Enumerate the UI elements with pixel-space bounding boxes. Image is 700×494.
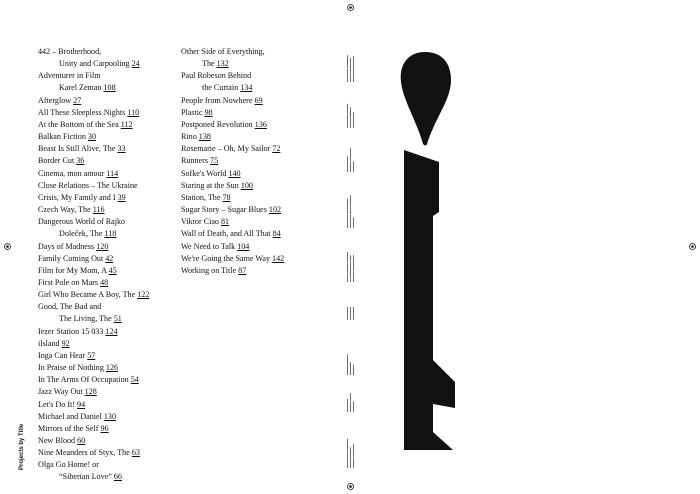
entry-title-line bbox=[38, 423, 178, 435]
entry-title: the Curtain bbox=[202, 83, 239, 93]
entry-title: Afterglow bbox=[38, 95, 72, 105]
index-entry bbox=[38, 459, 178, 483]
index-entry bbox=[181, 228, 316, 240]
entry-title: Film for My Mom, A bbox=[38, 265, 107, 275]
page-number: 94 bbox=[77, 399, 86, 409]
entry-title-line bbox=[38, 435, 178, 447]
entry-title-line bbox=[38, 253, 178, 265]
index-entry bbox=[181, 131, 316, 143]
entry-title-line bbox=[38, 131, 178, 143]
page-number: 60 bbox=[77, 436, 86, 445]
index-entry bbox=[38, 326, 178, 338]
page-number: 33 bbox=[117, 144, 126, 154]
section-label: Projects by Title bbox=[19, 423, 25, 470]
entry-title: In The Arms Of Occupation bbox=[38, 375, 129, 385]
entry-title-line bbox=[181, 70, 316, 82]
entry-title-line bbox=[38, 338, 178, 350]
page-number: 120 bbox=[96, 241, 109, 251]
entry-title-line bbox=[181, 119, 316, 131]
index-entry bbox=[38, 241, 178, 253]
entry-title: Cinema, mon amour bbox=[38, 168, 105, 178]
entry-title-line bbox=[38, 180, 178, 192]
entry-title-line bbox=[38, 326, 178, 338]
entry-title-line bbox=[38, 192, 178, 204]
entry-title-line bbox=[181, 228, 316, 240]
index-entry bbox=[38, 216, 178, 240]
entry-title: Sofke's World bbox=[181, 168, 227, 178]
print-meta-strip: ▬▬▬▬▬▬▬▬ ▬▬▬▬▬ ▬▬▬▬ bbox=[346, 354, 356, 375]
entry-title-line bbox=[181, 241, 316, 253]
index-column-right bbox=[181, 46, 316, 277]
entry-title: Let's Do It! bbox=[38, 399, 75, 409]
registration-mark-right bbox=[688, 242, 697, 251]
index-entry bbox=[38, 423, 178, 435]
entry-title: Wall of Death, and All That bbox=[181, 229, 271, 239]
entry-title: Postponed Revolution bbox=[181, 119, 253, 129]
page-number: 138 bbox=[198, 132, 211, 142]
page-number: 78 bbox=[222, 192, 231, 202]
entry-title-line bbox=[38, 216, 178, 228]
registration-mark-bottom bbox=[346, 482, 355, 491]
entry-title: Family Coming Out bbox=[38, 253, 104, 263]
page-number: 54 bbox=[130, 375, 139, 385]
index-entry bbox=[181, 241, 316, 253]
print-meta-strip: ▬▬▬▬▬ ▬▬▬▬▬ ▬▬▬▬▬ bbox=[346, 307, 356, 320]
index-entry bbox=[181, 95, 316, 107]
entry-title: Rosemarie – Oh, My Sailor bbox=[181, 144, 271, 154]
page-number: 84 bbox=[272, 229, 281, 239]
entry-title-line bbox=[38, 350, 178, 362]
entry-title: Inga Can Hear bbox=[38, 350, 86, 360]
entry-title: We're Going the Same Way bbox=[181, 253, 271, 263]
page-number: 142 bbox=[272, 253, 285, 263]
entry-title-line bbox=[38, 301, 178, 313]
page-number: 87 bbox=[238, 265, 247, 275]
entry-title-line bbox=[38, 70, 178, 82]
entry-title-line bbox=[38, 289, 178, 301]
entry-title: Paul Robeson Behind bbox=[181, 71, 252, 81]
page-number: 66 bbox=[113, 472, 122, 482]
index-entry bbox=[181, 253, 316, 265]
entry-title: ilsland bbox=[38, 338, 60, 348]
page-number: 110 bbox=[127, 107, 140, 117]
entry-title-line bbox=[38, 241, 178, 253]
index-entry bbox=[181, 46, 316, 70]
index-entry bbox=[38, 131, 178, 143]
entry-title: Karel Zeman bbox=[59, 83, 102, 93]
entry-title-line bbox=[38, 313, 178, 325]
entry-title-line bbox=[38, 95, 178, 107]
entry-title-line bbox=[181, 192, 316, 204]
entry-title: Mirrors of the Self bbox=[38, 423, 99, 433]
entry-title: Plastic bbox=[181, 107, 203, 117]
entry-title: Iezer Station 15 033 bbox=[38, 326, 104, 336]
entry-title: Girl Who Became A Boy, The bbox=[38, 290, 136, 300]
index-entry bbox=[38, 155, 178, 167]
index-entry bbox=[38, 168, 178, 180]
index-entry bbox=[181, 192, 316, 204]
index-entry bbox=[38, 265, 178, 277]
entry-title-line bbox=[38, 374, 178, 386]
page-number: 132 bbox=[216, 59, 229, 69]
entry-title-line bbox=[38, 399, 178, 411]
entry-title: All These Sleepless Nights bbox=[38, 107, 126, 117]
entry-title: Czech Way, The bbox=[38, 205, 91, 215]
entry-title: Nine Meanders of Styx, The bbox=[38, 448, 130, 458]
entry-title: Doleček, The bbox=[59, 229, 103, 239]
entry-title: Viktor Ciao bbox=[181, 217, 219, 227]
entry-title-line bbox=[181, 168, 316, 180]
entry-title: Dangerous World of Rajko bbox=[38, 217, 126, 227]
entry-title: Beast Is Still Alive, The bbox=[38, 144, 116, 154]
entry-title-line bbox=[181, 265, 316, 277]
entry-title: We Need to Talk bbox=[181, 241, 236, 251]
entry-title-line bbox=[181, 155, 316, 167]
print-meta-strip: ▬▬▬▬▬ ▬▬▬▬ ▬▬▬▬▬▬▬▬ ▬▬▬▬▬▬ bbox=[346, 103, 356, 128]
index-entry bbox=[38, 289, 178, 301]
index-entry bbox=[38, 301, 178, 325]
entry-title-line bbox=[38, 46, 178, 58]
entry-title: New Blood bbox=[38, 436, 76, 445]
entry-title: Rino bbox=[181, 132, 197, 142]
entry-title: At the Bottom of the Sea bbox=[38, 119, 119, 129]
index-entry bbox=[38, 180, 178, 192]
page-number: 39 bbox=[117, 192, 126, 202]
entry-title: Runners bbox=[181, 156, 208, 166]
entry-title: Days of Madness bbox=[38, 241, 95, 251]
index-column-left bbox=[38, 46, 178, 484]
entry-title: The Living, The bbox=[59, 314, 112, 324]
page-number: 116 bbox=[92, 205, 105, 215]
page-number: 75 bbox=[210, 156, 219, 166]
entry-title-line bbox=[38, 204, 178, 216]
page-number: 96 bbox=[100, 423, 109, 433]
page-number: 57 bbox=[87, 350, 96, 360]
page-number: 30 bbox=[87, 132, 97, 142]
entry-title-line bbox=[38, 155, 178, 167]
entry-title-line bbox=[181, 143, 316, 155]
index-entry bbox=[38, 399, 178, 411]
entry-title: “Siberian Love” bbox=[59, 472, 112, 482]
index-entry bbox=[38, 46, 178, 70]
entry-title-line bbox=[38, 471, 178, 483]
page-number: 63 bbox=[131, 448, 140, 458]
print-meta-strip: ▬▬▬▬▬ ▬▬▬▬▬▬ ▬▬▬▬▬ ▬▬▬ ▬▬▬▬ ▬▬▬▬ bbox=[346, 195, 356, 228]
index-entry bbox=[38, 374, 178, 386]
print-meta-strip: ▬▬▬ ▬▬▬▬ ▬▬▬▬ ▬▬▬▬▬▬▬▬ ▬▬ ▬▬▬▬ ▬▬▬▬▬▬ bbox=[346, 252, 356, 282]
page-number: 102 bbox=[268, 205, 282, 215]
entry-title-line bbox=[38, 386, 178, 398]
entry-title: People from Nowhere bbox=[181, 95, 253, 105]
entry-title-line bbox=[181, 95, 316, 107]
registration-mark-left bbox=[3, 242, 12, 251]
print-meta-strip: ▬▬▬▬▬ ▬▬▬▬ ▬▬▬ ▬▬▬▬ bbox=[346, 393, 356, 412]
page-number: 140 bbox=[228, 168, 241, 178]
entry-title: Working on Title bbox=[181, 265, 237, 275]
page-number: 130 bbox=[103, 411, 116, 421]
index-entry bbox=[38, 447, 178, 459]
page-number: 42 bbox=[105, 253, 114, 263]
index-entry bbox=[38, 386, 178, 398]
entry-title: Staring at the Sun bbox=[181, 180, 239, 190]
registration-mark-top bbox=[346, 3, 355, 12]
page-number: 51 bbox=[113, 314, 122, 324]
entry-title: Good, The Bad and bbox=[38, 302, 102, 312]
index-entry bbox=[181, 70, 316, 94]
entry-title: Michael and Daniel bbox=[38, 411, 102, 421]
entry-title: Balkan Fiction bbox=[38, 132, 86, 142]
index-entry bbox=[38, 338, 178, 350]
entry-title-line bbox=[181, 82, 316, 94]
page-number: 81 bbox=[221, 217, 230, 227]
index-entry bbox=[38, 70, 178, 94]
entry-title-line bbox=[38, 82, 178, 94]
entry-title-line bbox=[38, 459, 178, 471]
page-number: 124 bbox=[105, 326, 118, 336]
entry-title-line bbox=[38, 143, 178, 155]
page-number: 128 bbox=[84, 387, 97, 397]
index-entry bbox=[38, 204, 178, 216]
entry-title: In Praise of Nothing bbox=[38, 363, 104, 373]
page-number: 69 bbox=[254, 95, 263, 105]
entry-title-line bbox=[38, 119, 178, 131]
entry-title-line bbox=[181, 131, 316, 143]
index-entry bbox=[181, 119, 316, 131]
entry-title: Olga Go Home! or bbox=[38, 460, 99, 470]
page-number: 118 bbox=[104, 229, 117, 239]
entry-title: Unity and Carpooling bbox=[59, 59, 130, 69]
index-entry bbox=[38, 143, 178, 155]
page-number: 122 bbox=[137, 290, 150, 300]
page-number: 104 bbox=[237, 241, 250, 251]
index-entry bbox=[38, 119, 178, 131]
entry-title-line bbox=[38, 277, 178, 289]
decorative-glyph-logo bbox=[395, 40, 455, 455]
page-number: 72 bbox=[272, 144, 281, 154]
index-entry bbox=[38, 435, 178, 447]
entry-title-line bbox=[181, 216, 316, 228]
page-number: 126 bbox=[105, 363, 119, 373]
index-entry bbox=[181, 265, 316, 277]
page-number: 48 bbox=[100, 277, 109, 287]
page-number: 100 bbox=[240, 180, 253, 190]
entry-title-line bbox=[38, 265, 178, 277]
index-entry bbox=[181, 204, 316, 216]
print-meta-strip: ▬▬▬▬▬ ▬▬▬▬▬ ▬▬▬ ▬▬▬▬▬▬ ▬▬▬▬▬▬▬▬▬▬ bbox=[346, 55, 356, 82]
entry-title: Other Side of Everything, bbox=[181, 47, 265, 56]
entry-title: Adventurer in Film bbox=[38, 71, 101, 81]
index-entry bbox=[38, 192, 178, 204]
index-entry bbox=[181, 180, 316, 192]
index-entry bbox=[181, 155, 316, 167]
page-number: 92 bbox=[61, 338, 70, 348]
entry-title-line bbox=[181, 180, 316, 192]
entry-title-line bbox=[38, 447, 178, 459]
page-number: 114 bbox=[106, 168, 119, 178]
entry-title-line bbox=[181, 204, 316, 216]
entry-title: Close Relations – The Ukraine bbox=[38, 180, 138, 190]
index-entry bbox=[181, 143, 316, 155]
entry-title: Jazz Way Out bbox=[38, 387, 83, 397]
index-entry bbox=[181, 107, 316, 119]
entry-title-line bbox=[181, 107, 316, 119]
entry-title-line bbox=[38, 168, 178, 180]
print-meta-strip: ▬▬▬▬▬▬ ▬▬▬▬ ▬▬▬▬▬ ▬▬▬▬ bbox=[346, 147, 356, 172]
page-number: 134 bbox=[240, 83, 253, 93]
index-entry bbox=[181, 216, 316, 228]
page-number: 45 bbox=[108, 265, 117, 275]
entry-title-line bbox=[181, 46, 316, 58]
entry-title-line bbox=[38, 58, 178, 70]
entry-title: The bbox=[202, 59, 215, 69]
entry-title: Station, The bbox=[181, 192, 221, 202]
entry-title: Sugar Story – Sugar Blues bbox=[181, 205, 267, 215]
page-number: 136 bbox=[254, 119, 267, 129]
index-entry bbox=[38, 277, 178, 289]
index-entry bbox=[38, 253, 178, 265]
index-entry bbox=[38, 107, 178, 119]
page-number: 112 bbox=[120, 119, 133, 129]
entry-title: Border Cut bbox=[38, 156, 75, 166]
entry-title: Crisis, My Family and I bbox=[38, 192, 116, 202]
entry-title: 442 – Brotherhood, bbox=[38, 47, 102, 56]
print-meta-strip: ▬▬▬▬▬▬ ▬▬▬▬▬ ▬▬▬▬▬▬▬▬ ▬▬▬▬ ▬▬▬▬▬ bbox=[346, 438, 356, 468]
page-number: 24 bbox=[131, 59, 140, 69]
entry-title-line bbox=[38, 362, 178, 374]
index-entry bbox=[38, 95, 178, 107]
index-entry bbox=[38, 362, 178, 374]
entry-title-line bbox=[38, 107, 178, 119]
entry-title-line bbox=[38, 411, 178, 423]
page-number: 98 bbox=[204, 107, 213, 117]
entry-title-line bbox=[38, 228, 178, 240]
page-number: 27 bbox=[73, 95, 82, 105]
entry-title-line bbox=[181, 58, 316, 70]
index-entry bbox=[181, 168, 316, 180]
page-number: 36 bbox=[76, 156, 85, 166]
index-entry bbox=[38, 350, 178, 362]
entry-title: First Pole on Mars bbox=[38, 277, 99, 287]
index-entry bbox=[38, 411, 178, 423]
page-number: 108 bbox=[103, 83, 116, 93]
entry-title-line bbox=[181, 253, 316, 265]
